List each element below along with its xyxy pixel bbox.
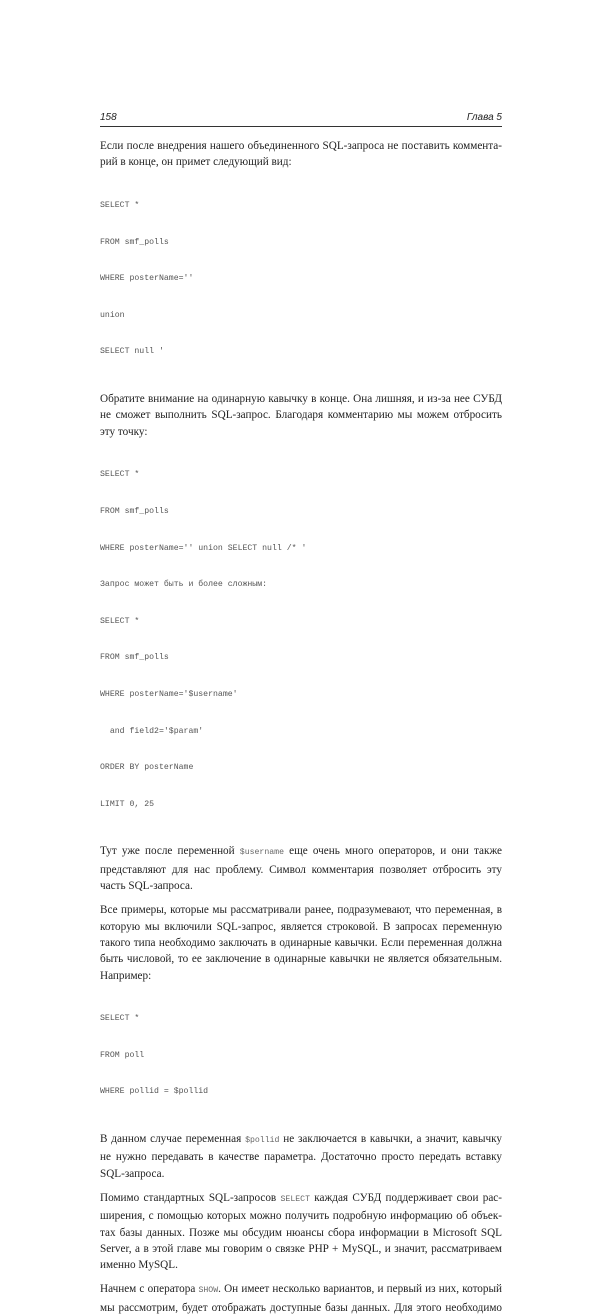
paragraph-2 [100, 391, 502, 440]
code-line: FROM smf_polls [100, 237, 169, 247]
inline-code: $username [239, 848, 285, 858]
inline-code: SHOW [198, 1286, 219, 1296]
text-line: SQL-запроса. [100, 1167, 165, 1180]
text-line: Обратите внимание на одинарную кавычку в конце. Она лишняя, и из-за нее СУБД [100, 393, 502, 406]
text-line: эту точку: [100, 425, 148, 438]
text-segment: еще очень много операторов, и они также [284, 845, 502, 858]
code-line: SELECT * [100, 470, 140, 480]
text-line [100, 843, 502, 861]
text-line: такого типа необходимо заключать в одинарные кавычки. Если переменная должна [100, 936, 502, 949]
code-line: FROM smf_polls [100, 506, 169, 516]
text-line: Например: [100, 969, 152, 982]
text-line: мы рассмотрим, будет отображать доступные базы данных. Для этого необходимо [100, 1301, 502, 1314]
inline-code: SELECT [280, 1194, 310, 1204]
code-line: WHERE posterName='' [100, 274, 194, 284]
code-line: FROM poll [100, 1050, 145, 1060]
text-line: не нужно передавать в качестве параметра. Достаточно просто передать вставку [100, 1151, 502, 1164]
text-line: ширения, с помощью которых можно получить подробную информацию об объек- [100, 1210, 502, 1223]
code-block-1 [100, 176, 502, 383]
text-line: быть числовой, то ее заключение в одинарные кавычки не является обязательным. [100, 953, 502, 966]
text-line: именно MySQL. [100, 1259, 178, 1272]
page-header [100, 109, 502, 127]
code-line: Запрос может быть и более сложным: [100, 580, 268, 590]
paragraph-4 [100, 902, 502, 983]
text-line: Server, а в этой главе мы говорим о связке PHP + MySQL, и значит, рассматриваем [100, 1242, 502, 1255]
text-segment: . Он имеет несколько вариантов, и первый из них, который [218, 1283, 502, 1296]
paragraph-3 [100, 843, 502, 894]
text-line: представляют для нас проблему. Символ комментария позволяет отбросить эту [100, 863, 502, 876]
text-line: тах базы данных. Позже мы обсудим нюансы сбора информации в Microsoft SQL [100, 1226, 502, 1239]
text-line: рий в конце, он примет следующий вид: [100, 156, 292, 169]
text-segment: не заключается в кавычки, а значит, кавычку [279, 1133, 503, 1146]
text-segment: Тут уже после переменной [100, 845, 240, 858]
code-line: ORDER BY posterName [100, 763, 194, 773]
book-page [100, 109, 502, 1316]
text-line: Если после внедрения нашего объединенного SQL-запроса не поставить коммента- [100, 140, 502, 152]
code-line: WHERE pollid = $pollid [100, 1087, 209, 1097]
code-line: SELECT * [100, 616, 140, 626]
chapter-title: Глава 5 [466, 112, 502, 123]
text-segment: В данном случае переменная [100, 1133, 246, 1146]
code-line: WHERE posterName='' union SELECT null /* ' [100, 543, 307, 553]
code-line: FROM smf_polls [100, 653, 169, 663]
page-number: 158 [100, 112, 117, 123]
text-line: не сможет выполнить SQL-запрос. Благодаря комментарию мы можем отбросить [100, 409, 502, 422]
text-line [100, 1131, 502, 1149]
code-line: union [100, 310, 125, 320]
paragraph-1 [100, 138, 502, 171]
paragraph-5 [100, 1131, 502, 1182]
text-segment: Начнем с оператора [100, 1283, 199, 1296]
code-block-3 [100, 989, 502, 1123]
text-segment: каждая СУБД поддерживает свои рас- [310, 1191, 502, 1204]
text-line [100, 1190, 502, 1208]
code-block-2 [100, 445, 502, 836]
code-line: and field2='$param' [100, 726, 204, 736]
code-line: SELECT null ' [100, 347, 164, 357]
paragraph-7 [100, 1281, 502, 1316]
code-line: SELECT * [100, 201, 140, 210]
code-line: WHERE posterName='$username' [100, 690, 238, 699]
inline-code: $pollid [245, 1136, 280, 1146]
code-line: LIMIT 0, 25 [100, 799, 155, 809]
text-segment: Помимо стандартных SQL-запросов [100, 1191, 281, 1204]
text-line: часть SQL-запроса. [100, 880, 193, 893]
code-line: SELECT * [100, 1014, 140, 1024]
paragraph-6 [100, 1190, 502, 1273]
text-line: которую мы включили SQL-запрос, является строковой. В запросах переменную [100, 920, 502, 933]
text-line [100, 1281, 502, 1299]
text-line: Все примеры, которые мы рассматривали ранее, подразумевают, что переменная, в [100, 904, 502, 917]
